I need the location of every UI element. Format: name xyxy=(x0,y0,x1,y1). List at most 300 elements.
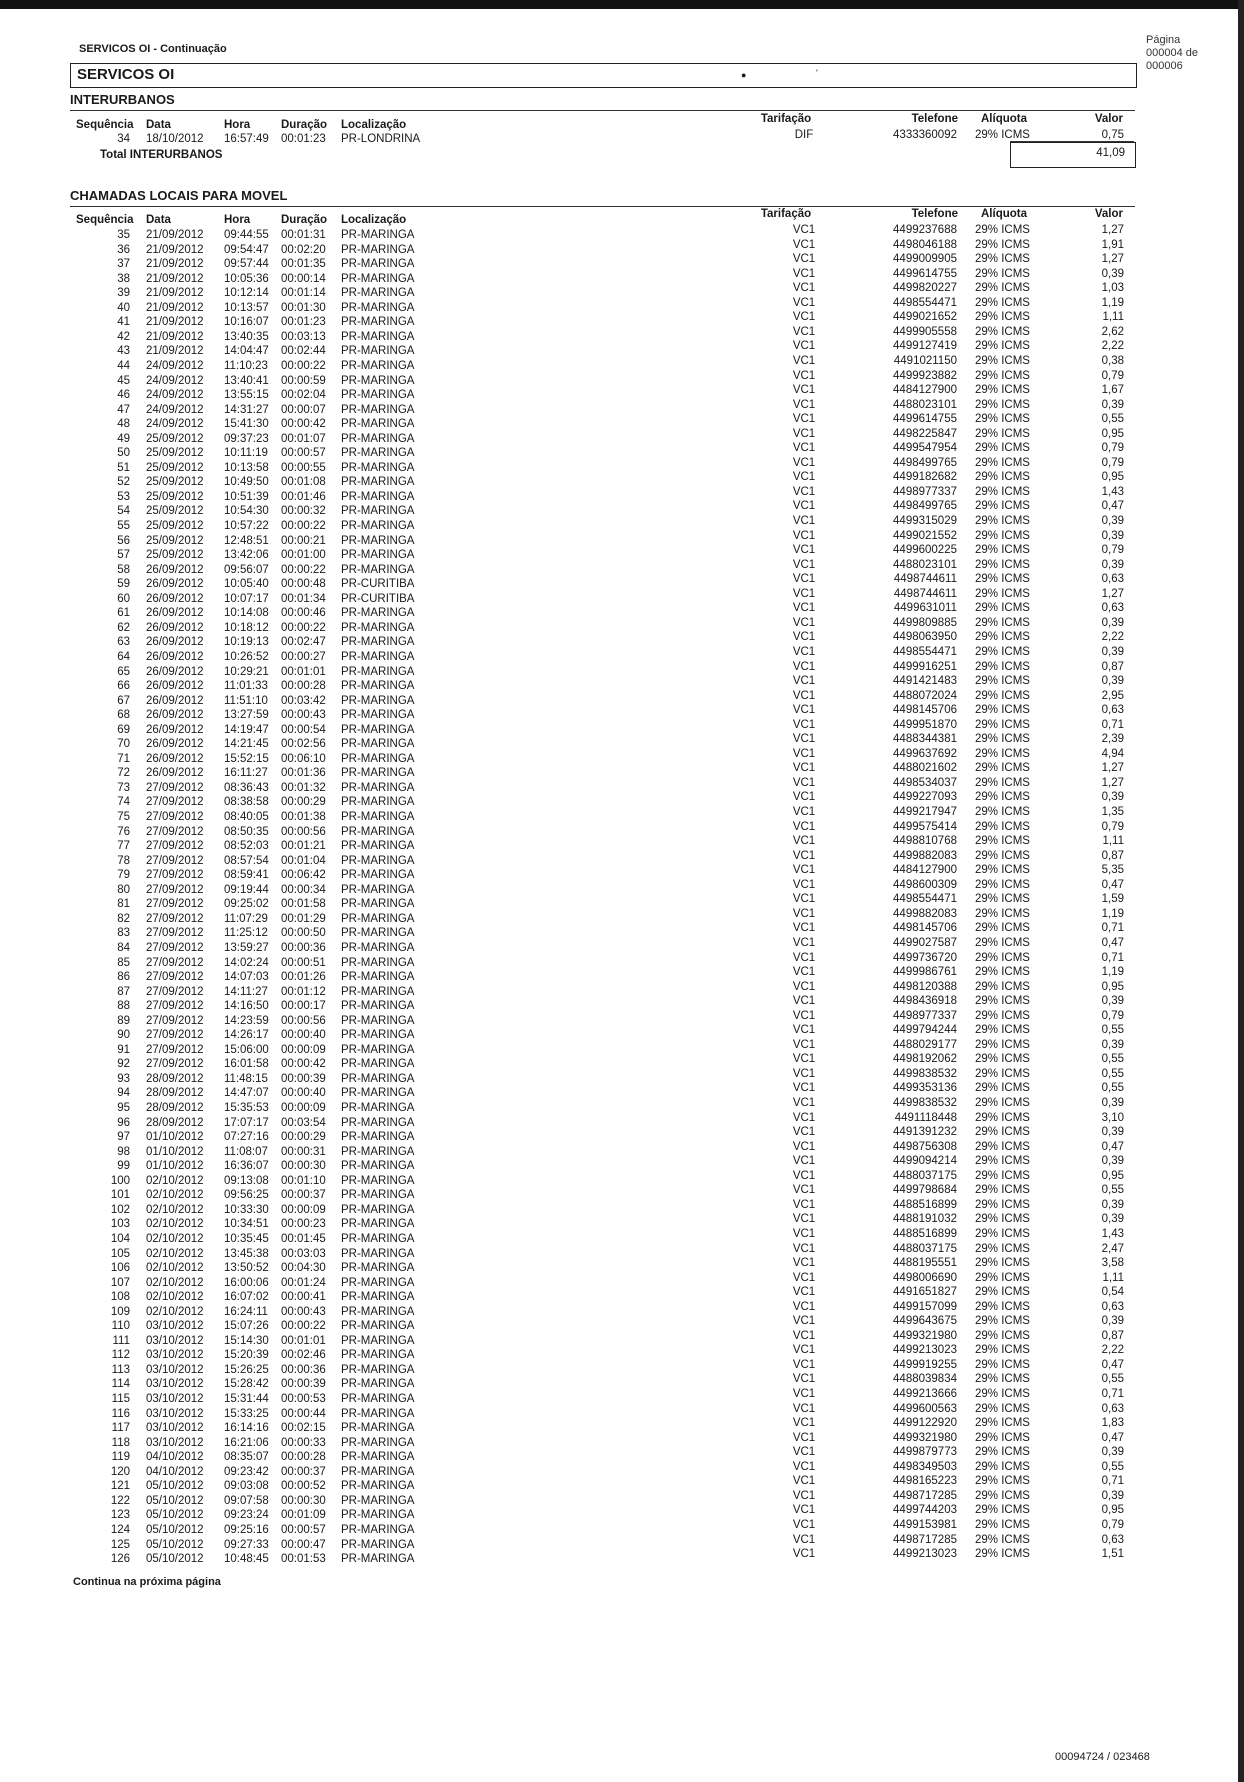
cell-tarifacao: VC1 xyxy=(792,1358,816,1371)
cell-duracao: 00:00:56 xyxy=(281,825,326,838)
cell-telefone: 4488516899 xyxy=(893,1227,957,1240)
cell-telefone: 4499838532 xyxy=(893,1097,957,1109)
cell-sequencia: 124 xyxy=(110,1523,130,1536)
cell-duracao: 00:01:34 xyxy=(281,592,326,605)
cell-aliquota: 29% ICMS xyxy=(975,1358,1030,1371)
cell-sequencia: 103 xyxy=(110,1218,130,1231)
cell-data: 26/09/2012 xyxy=(146,578,204,591)
cell-localizacao: PR-MARINGA xyxy=(341,258,415,271)
cell-data: 27/09/2012 xyxy=(146,781,204,794)
cell-hora: 14:23:59 xyxy=(224,1014,269,1027)
cell-hora: 15:33:25 xyxy=(224,1407,269,1420)
cell-duracao: 00:00:54 xyxy=(281,723,326,736)
cell-telefone: 4499547954 xyxy=(893,442,957,455)
cell-tarifacao: VC1 xyxy=(792,820,816,833)
cell-sequencia: 56 xyxy=(117,534,130,547)
cell-valor: 4,94 xyxy=(1101,747,1124,760)
total-interurbanos-label: Total INTERURBANOS xyxy=(100,149,223,161)
page-number-line xyxy=(1146,47,1198,60)
cell-tarifacao: VC1 xyxy=(792,1097,816,1109)
cell-sequencia: 57 xyxy=(117,549,130,562)
cell-data: 25/09/2012 xyxy=(146,476,204,489)
cell-telefone: 4498063950 xyxy=(893,631,957,644)
cell-sequencia: 58 xyxy=(117,563,130,576)
cell-aliquota: 29% ICMS xyxy=(975,951,1030,964)
cell-aliquota: 29% ICMS xyxy=(975,1097,1030,1109)
cell-aliquota: 29% ICMS xyxy=(975,515,1030,527)
cell-aliquota: 29% ICMS xyxy=(975,1504,1030,1517)
cell-data: 21/09/2012 xyxy=(146,345,204,358)
cell-sequencia: 69 xyxy=(117,723,130,736)
cell-tarifacao: VC1 xyxy=(792,558,816,571)
cell-sequencia: 111 xyxy=(112,1334,130,1347)
cell-hora: 14:07:03 xyxy=(224,971,269,984)
cell-sequencia: 110 xyxy=(111,1320,130,1333)
cell-sequencia: 50 xyxy=(117,447,130,460)
cell-data: 27/09/2012 xyxy=(146,1043,204,1056)
cell-aliquota: 29% ICMS xyxy=(975,1431,1030,1444)
cell-telefone: 4499353136 xyxy=(893,1082,957,1095)
col-hora: Hora xyxy=(224,214,251,226)
cell-hora: 08:52:03 xyxy=(224,840,269,853)
cell-localizacao: PR-MARINGA xyxy=(341,1014,415,1027)
cell-duracao: 00:00:36 xyxy=(281,941,326,954)
cell-aliquota: 29% ICMS xyxy=(975,427,1030,440)
cell-data: 27/09/2012 xyxy=(146,854,204,867)
cell-sequencia: 54 xyxy=(117,505,130,518)
cell-valor: 0,39 xyxy=(1101,1446,1124,1459)
cell-tarifacao: VC1 xyxy=(792,1227,816,1240)
cell-duracao: 00:00:36 xyxy=(281,1363,326,1376)
cell-tarifacao: VC1 xyxy=(792,427,816,440)
cell-valor: 0,79 xyxy=(1101,369,1124,382)
cell-duracao: 00:00:47 xyxy=(281,1538,326,1551)
cell-telefone: 4498534037 xyxy=(893,776,957,789)
cell-tarifacao: VC1 xyxy=(792,1169,816,1182)
cell-localizacao: PR-MARINGA xyxy=(341,1000,415,1013)
cell-duracao: 00:00:57 xyxy=(281,447,326,460)
cell-aliquota: 29% ICMS xyxy=(975,602,1030,615)
cell-localizacao: PR-MARINGA xyxy=(341,1349,415,1362)
cell-sequencia: 47 xyxy=(117,403,130,416)
cell-telefone: 4498165223 xyxy=(893,1475,957,1488)
cell-localizacao: PR-MARINGA xyxy=(341,650,415,663)
cell-valor: 0,87 xyxy=(1101,1329,1124,1342)
cell-localizacao: PR-MARINGA xyxy=(341,1102,415,1114)
cell-data: 26/09/2012 xyxy=(146,738,204,751)
cell-aliquota: 29% ICMS xyxy=(975,1533,1030,1546)
cell-valor: 2,39 xyxy=(1101,733,1124,746)
cell-tarifacao: VC1 xyxy=(792,704,816,717)
cell-telefone: 4498499765 xyxy=(893,500,957,513)
cell-data: 27/09/2012 xyxy=(146,912,204,925)
cell-data: 02/10/2012 xyxy=(146,1291,204,1304)
cell-duracao: 00:01:09 xyxy=(281,1509,326,1522)
cell-telefone: 4498145706 xyxy=(893,922,957,935)
cell-hora: 13:59:27 xyxy=(224,941,269,954)
cell-localizacao: PR-MARINGA xyxy=(341,1029,415,1042)
scan-mark: ' xyxy=(816,68,818,78)
cell-data: 27/09/2012 xyxy=(146,1029,204,1042)
cell-valor: 0,39 xyxy=(1101,1489,1124,1502)
cell-duracao: 00:03:03 xyxy=(281,1247,326,1260)
cell-sequencia: 117 xyxy=(111,1422,130,1435)
cell-tarifacao: VC1 xyxy=(792,1038,816,1051)
cell-aliquota: 29% ICMS xyxy=(975,1518,1030,1531)
cell-data: 03/10/2012 xyxy=(146,1422,204,1435)
cell-duracao: 00:02:46 xyxy=(281,1349,326,1362)
cell-data: 27/09/2012 xyxy=(146,883,204,896)
cell-valor: 0,55 xyxy=(1101,1067,1124,1080)
cell-hora: 12:48:51 xyxy=(224,534,269,547)
cell-telefone: 4498046188 xyxy=(893,238,957,251)
cell-sequencia: 112 xyxy=(111,1349,130,1362)
cell-sequencia: 40 xyxy=(117,301,130,314)
cell-data: 21/09/2012 xyxy=(146,301,204,314)
cell-hora: 08:57:54 xyxy=(224,854,269,867)
cell-data: 26/09/2012 xyxy=(146,592,204,605)
cell-aliquota: 29% ICMS xyxy=(975,907,1030,920)
cell-valor: 0,39 xyxy=(1101,267,1124,280)
cell-hora: 09:44:55 xyxy=(224,229,269,241)
cell-aliquota: 29% ICMS xyxy=(975,413,1030,426)
cell-tarifacao: VC1 xyxy=(792,1402,816,1415)
cell-localizacao: PR-MARINGA xyxy=(341,345,415,358)
cell-localizacao: PR-MARINGA xyxy=(341,505,415,518)
col-telefone: Telefone xyxy=(911,113,958,125)
cell-localizacao: PR-MARINGA xyxy=(341,447,415,460)
cell-sequencia: 63 xyxy=(117,636,130,649)
scan-top-edge xyxy=(0,0,1244,9)
section-title-interurbanos: INTERURBANOS xyxy=(70,92,175,107)
cell-valor: 0,39 xyxy=(1101,1198,1124,1211)
cell-data: 05/10/2012 xyxy=(146,1553,204,1566)
cell-aliquota: 29% ICMS xyxy=(975,1126,1030,1139)
continuation-title: SERVICOS OI - Continuação xyxy=(79,43,227,55)
cell-localizacao: PR-LONDRINA xyxy=(341,133,421,145)
cell-valor: 0,39 xyxy=(1101,1213,1124,1226)
cell-valor: 0,47 xyxy=(1101,500,1124,513)
cell-telefone: 4498744611 xyxy=(893,587,957,600)
cell-localizacao: PR-MARINGA xyxy=(341,869,415,882)
cell-telefone: 4499986761 xyxy=(893,966,957,979)
cell-sequencia: 65 xyxy=(117,665,130,678)
cell-aliquota: 29% ICMS xyxy=(975,1213,1030,1226)
cell-localizacao: PR-MARINGA xyxy=(341,1465,415,1478)
cell-hora: 15:20:39 xyxy=(224,1349,269,1362)
cell-tarifacao: VC1 xyxy=(792,1373,816,1386)
cell-data: 02/10/2012 xyxy=(146,1262,204,1275)
cell-telefone: 4498349503 xyxy=(893,1460,957,1473)
cell-hora: 10:57:22 xyxy=(224,520,269,532)
cell-hora: 10:05:40 xyxy=(224,578,269,591)
cell-tarifacao: VC1 xyxy=(792,835,816,848)
cell-hora: 10:13:58 xyxy=(224,461,269,474)
cell-valor: 2,22 xyxy=(1101,1344,1124,1357)
cell-localizacao: PR-MARINGA xyxy=(341,1509,415,1522)
col-sequencia: Sequência xyxy=(76,119,134,131)
cell-duracao: 00:01:10 xyxy=(281,1174,326,1187)
cell-telefone: 4488029177 xyxy=(893,1038,957,1051)
cell-valor: 0,55 xyxy=(1101,413,1124,426)
cell-telefone: 4499021652 xyxy=(893,311,957,324)
cell-tarifacao: VC1 xyxy=(792,1155,816,1168)
cell-sequencia: 126 xyxy=(110,1553,130,1566)
cell-duracao: 00:00:21 xyxy=(281,534,326,547)
cell-localizacao: PR-MARINGA xyxy=(341,767,415,780)
cell-localizacao: PR-CURITIBA xyxy=(341,592,415,605)
cell-hora: 14:11:27 xyxy=(224,985,268,998)
cell-valor: 1,11 xyxy=(1102,835,1124,848)
cell-localizacao: PR-MARINGA xyxy=(341,1538,415,1551)
cell-localizacao: PR-MARINGA xyxy=(341,534,415,547)
cell-duracao: 00:01:26 xyxy=(281,971,326,984)
cell-aliquota: 29% ICMS xyxy=(975,1460,1030,1473)
cell-valor: 0,63 xyxy=(1101,704,1124,717)
cell-duracao: 00:00:40 xyxy=(281,1087,326,1100)
cell-telefone: 4499213023 xyxy=(893,1344,957,1357)
cell-aliquota: 29% ICMS xyxy=(975,471,1030,484)
cell-data: 02/10/2012 xyxy=(146,1203,204,1216)
cell-hora: 16:07:02 xyxy=(224,1291,269,1304)
cell-duracao: 00:00:33 xyxy=(281,1436,326,1449)
cell-valor: 0,63 xyxy=(1101,1402,1124,1415)
cell-telefone: 4488195551 xyxy=(893,1257,957,1270)
cell-data: 01/10/2012 xyxy=(146,1145,204,1158)
cell-localizacao: PR-MARINGA xyxy=(341,941,415,954)
cell-telefone: 4499809885 xyxy=(893,616,957,629)
cell-sequencia: 105 xyxy=(110,1247,130,1260)
cell-valor: 0,39 xyxy=(1101,558,1124,571)
cell-sequencia: 100 xyxy=(110,1174,130,1187)
cell-aliquota: 29% ICMS xyxy=(975,878,1030,891)
cell-aliquota: 29% ICMS xyxy=(975,776,1030,789)
cell-valor: 0,39 xyxy=(1101,515,1124,527)
cell-duracao: 00:01:01 xyxy=(281,1334,326,1347)
cell-hora: 09:23:24 xyxy=(224,1509,269,1522)
cell-data: 05/10/2012 xyxy=(146,1538,204,1551)
cell-tarifacao: VC1 xyxy=(792,1344,816,1357)
cell-sequencia: 121 xyxy=(110,1480,130,1493)
cell-data: 26/09/2012 xyxy=(146,650,204,663)
cell-sequencia: 70 xyxy=(117,738,130,751)
cell-aliquota: 29% ICMS xyxy=(975,500,1030,513)
cell-sequencia: 66 xyxy=(117,680,130,693)
cell-tarifacao: VC1 xyxy=(792,762,816,775)
cell-hora: 14:02:24 xyxy=(224,956,269,969)
cell-telefone: 4499217947 xyxy=(893,806,957,818)
cell-duracao: 00:00:42 xyxy=(281,1058,326,1071)
cell-aliquota: 29% ICMS xyxy=(975,1242,1030,1255)
cell-hora: 09:57:44 xyxy=(224,258,269,271)
cell-localizacao: PR-MARINGA xyxy=(341,403,415,416)
cell-tarifacao: VC1 xyxy=(792,936,816,949)
cell-sequencia: 41 xyxy=(117,316,130,329)
cell-data: 27/09/2012 xyxy=(146,1000,204,1013)
col-localizacao: Localização xyxy=(341,119,407,131)
cell-valor: 0,79 xyxy=(1101,456,1124,469)
cell-hora: 13:40:35 xyxy=(224,330,269,343)
cell-duracao: 00:00:07 xyxy=(281,403,326,416)
cell-hora: 10:26:52 xyxy=(224,650,269,663)
cell-aliquota: 29% ICMS xyxy=(975,1038,1030,1051)
cell-sequencia: 93 xyxy=(117,1072,130,1085)
cell-duracao: 00:00:41 xyxy=(281,1291,326,1304)
cell-telefone: 4499916251 xyxy=(893,660,957,673)
cell-valor: 0,39 xyxy=(1101,645,1124,658)
cell-localizacao: PR-MARINGA xyxy=(341,1116,415,1129)
cell-sequencia: 45 xyxy=(117,374,130,387)
cell-duracao: 00:03:42 xyxy=(281,694,326,707)
cell-hora: 09:25:02 xyxy=(224,898,269,911)
cell-data: 26/09/2012 xyxy=(146,621,204,634)
cell-telefone: 4498810768 xyxy=(893,835,957,848)
cell-tarifacao: VC1 xyxy=(792,1475,816,1488)
cell-valor: 0,79 xyxy=(1101,1009,1124,1022)
cell-hora: 15:52:15 xyxy=(224,752,269,765)
cell-valor: 0,95 xyxy=(1101,427,1124,440)
cell-data: 03/10/2012 xyxy=(146,1436,204,1449)
cell-hora: 09:56:25 xyxy=(224,1189,269,1202)
cell-hora: 11:07:29 xyxy=(224,912,268,925)
cell-localizacao: PR-MARINGA xyxy=(341,1043,415,1056)
cell-data: 27/09/2012 xyxy=(146,869,204,882)
cell-data: 27/09/2012 xyxy=(146,1014,204,1027)
cell-duracao: 00:02:04 xyxy=(281,389,326,402)
cell-data: 27/09/2012 xyxy=(146,898,204,911)
cell-sequencia: 37 xyxy=(117,258,130,271)
cell-sequencia: 119 xyxy=(111,1451,130,1464)
cell-localizacao: PR-MARINGA xyxy=(341,621,415,634)
cell-localizacao: PR-MARINGA xyxy=(341,374,415,387)
cell-hora: 10:34:51 xyxy=(224,1218,269,1231)
cell-tarifacao: VC1 xyxy=(792,1315,816,1328)
cell-duracao: 00:02:15 xyxy=(281,1422,326,1435)
cell-duracao: 00:00:14 xyxy=(281,272,326,285)
cell-localizacao: PR-MARINGA xyxy=(341,1291,415,1304)
document-number: 00094724 / 023468 xyxy=(1055,1751,1150,1763)
cell-tarifacao: VC1 xyxy=(792,602,816,615)
cell-tarifacao: VC1 xyxy=(792,471,816,484)
cell-hora: 10:33:30 xyxy=(224,1203,269,1216)
cell-localizacao: PR-MARINGA xyxy=(341,723,415,736)
cell-valor: 0,55 xyxy=(1101,1082,1124,1095)
cell-hora: 10:12:14 xyxy=(224,287,269,300)
cell-valor: 0,55 xyxy=(1101,1024,1124,1037)
cell-sequencia: 55 xyxy=(117,520,130,532)
cell-localizacao: PR-MARINGA xyxy=(341,1232,415,1245)
cell-telefone: 4499736720 xyxy=(893,951,957,964)
cell-aliquota: 29% ICMS xyxy=(975,253,1030,266)
cell-valor: 3,58 xyxy=(1101,1257,1124,1270)
cell-localizacao: PR-MARINGA xyxy=(341,607,415,620)
cell-tarifacao: VC1 xyxy=(792,1053,816,1066)
cell-tarifacao: VC1 xyxy=(792,878,816,891)
cell-data: 27/09/2012 xyxy=(146,985,204,998)
cell-valor: 0,39 xyxy=(1101,1097,1124,1109)
cell-tarifacao: VC1 xyxy=(792,1548,816,1561)
cell-data: 26/09/2012 xyxy=(146,563,204,576)
cell-hora: 14:16:50 xyxy=(224,1000,269,1013)
cell-localizacao: PR-MARINGA xyxy=(341,389,415,402)
cell-telefone: 4499882083 xyxy=(893,849,957,862)
cell-sequencia: 106 xyxy=(110,1262,130,1275)
cell-duracao: 00:00:42 xyxy=(281,418,326,431)
cell-hora: 14:26:17 xyxy=(224,1029,269,1042)
cell-tarifacao: VC1 xyxy=(792,1140,816,1153)
cell-aliquota: 29% ICMS xyxy=(975,558,1030,571)
cell-localizacao: PR-MARINGA xyxy=(341,1058,415,1071)
cell-sequencia: 98 xyxy=(117,1145,130,1158)
cell-telefone: 4499182682 xyxy=(893,471,957,484)
cell-tarifacao: VC1 xyxy=(792,1286,816,1299)
cell-telefone: 4499213666 xyxy=(893,1388,957,1400)
cell-aliquota: 29% ICMS xyxy=(975,456,1030,469)
cell-sequencia: 120 xyxy=(110,1465,130,1478)
cell-sequencia: 85 xyxy=(117,956,130,969)
cell-duracao: 00:00:30 xyxy=(281,1160,326,1173)
cell-valor: 1,51 xyxy=(1101,1548,1124,1561)
cell-duracao: 00:00:30 xyxy=(281,1494,326,1507)
cell-valor: 1,27 xyxy=(1101,253,1124,266)
cell-tarifacao: VC1 xyxy=(792,747,816,760)
cell-telefone: 4488344381 xyxy=(893,733,957,746)
cell-data: 21/09/2012 xyxy=(146,330,204,343)
cell-hora: 09:25:16 xyxy=(224,1523,269,1536)
cell-data: 24/09/2012 xyxy=(146,359,204,372)
cell-sequencia: 109 xyxy=(110,1305,130,1318)
cell-hora: 11:51:10 xyxy=(224,694,268,707)
cell-data: 03/10/2012 xyxy=(146,1407,204,1420)
cell-duracao: 00:02:56 xyxy=(281,738,326,751)
page-of-label: de xyxy=(1185,47,1199,59)
cell-aliquota: 29% ICMS xyxy=(975,849,1030,862)
cell-sequencia: 51 xyxy=(117,461,130,474)
cell-aliquota: 29% ICMS xyxy=(975,1053,1030,1066)
cell-sequencia: 68 xyxy=(117,709,130,722)
cell-valor: 0,79 xyxy=(1101,544,1124,557)
cell-telefone: 4488023101 xyxy=(893,558,957,571)
cell-sequencia: 78 xyxy=(117,854,130,867)
cell-sequencia: 116 xyxy=(111,1407,130,1420)
cell-tarifacao: VC1 xyxy=(792,224,816,236)
cell-data: 21/09/2012 xyxy=(146,258,204,271)
cell-telefone: 4499838532 xyxy=(893,1067,957,1080)
cell-aliquota: 29% ICMS xyxy=(975,1024,1030,1037)
cell-duracao: 00:00:46 xyxy=(281,607,326,620)
col-localizacao: Localização xyxy=(341,214,407,226)
cell-hora: 11:01:33 xyxy=(224,680,268,693)
cell-aliquota: 29% ICMS xyxy=(975,995,1030,1008)
cell-tarifacao: VC1 xyxy=(792,485,816,498)
cell-data: 03/10/2012 xyxy=(146,1363,204,1376)
cell-aliquota: 29% ICMS xyxy=(975,573,1030,586)
cell-duracao: 00:00:22 xyxy=(281,1320,326,1333)
cell-duracao: 00:01:00 xyxy=(281,549,326,562)
cell-duracao: 00:01:29 xyxy=(281,912,326,925)
cell-sequencia: 62 xyxy=(117,621,130,634)
cell-tarifacao: VC1 xyxy=(792,645,816,658)
cell-data: 24/09/2012 xyxy=(146,418,204,431)
cell-tarifacao: VC1 xyxy=(792,1518,816,1531)
cell-localizacao: PR-MARINGA xyxy=(341,1189,415,1202)
cell-duracao: 00:00:55 xyxy=(281,461,326,474)
cell-sequencia: 80 xyxy=(117,883,130,896)
cell-sequencia: 89 xyxy=(117,1014,130,1027)
cell-tarifacao: VC1 xyxy=(792,791,816,804)
cell-sequencia: 114 xyxy=(111,1378,130,1391)
cell-tarifacao: VC1 xyxy=(792,398,816,411)
